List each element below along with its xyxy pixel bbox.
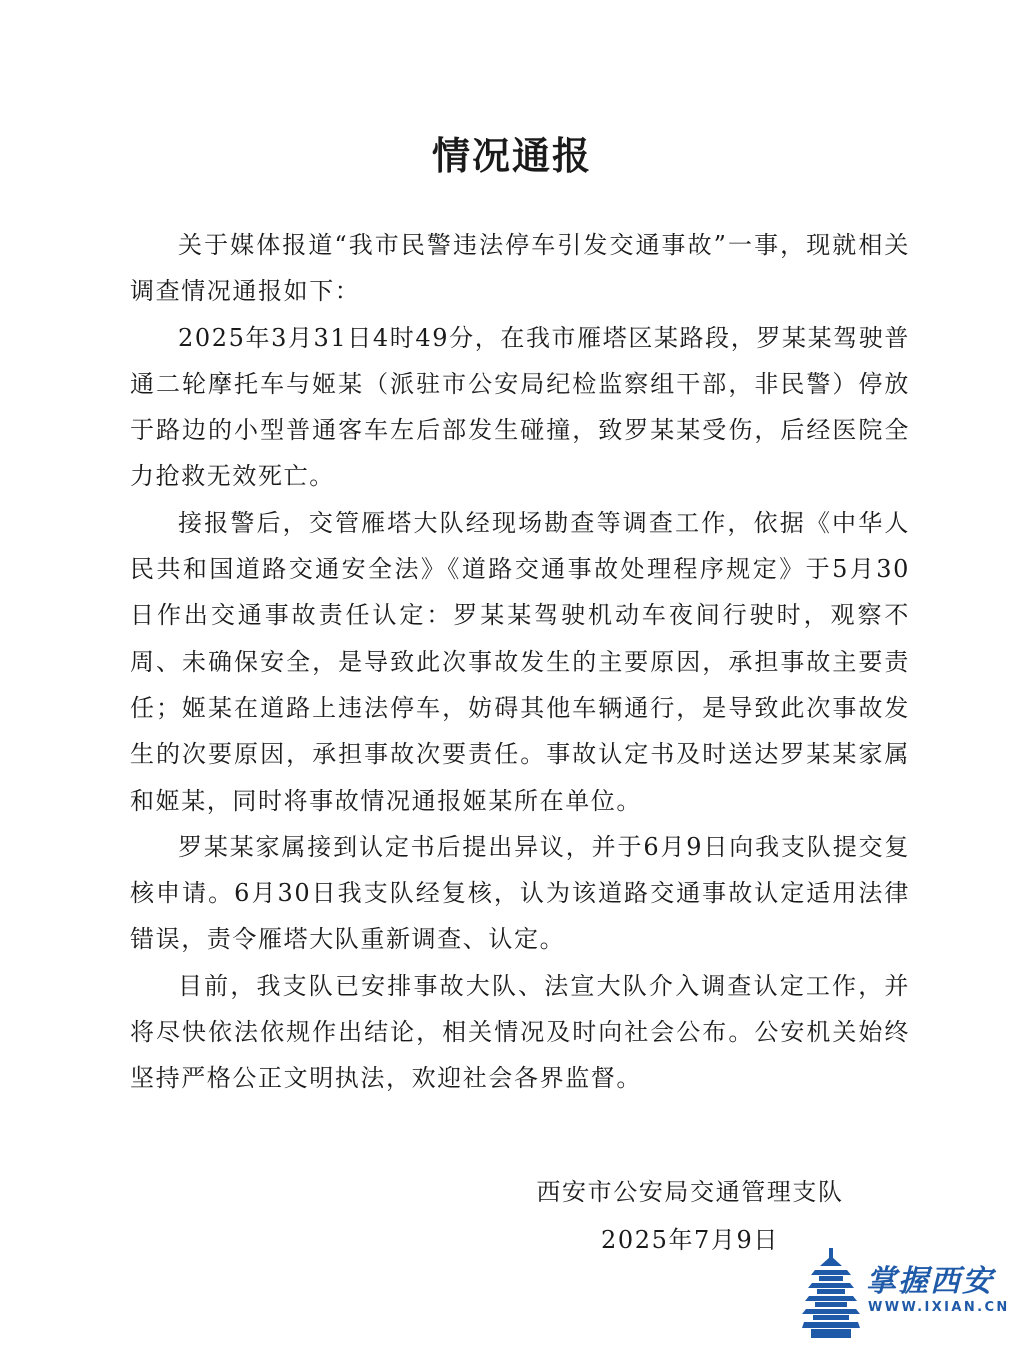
watermark-logo (802, 1248, 1010, 1340)
notice-paragraph: 接报警后，交管雁塔大队经现场勘查等调查工作，依据《中华人民共和国道路交通安全法》《道路交通事故处理程序规定》于5月30日作出交通事故责任认定：罗某某驾驶机动车夜间行驶时，观察不周、未确保安全，是导致此次事故发生的主要原因，承担事故主要责任；姬某在道路上违法停车，妨碍其他车辆通行，是导致此次事故发生的次要原因，承担事故次要责任。事故认定书及时送达罗某某家属和姬某，同时将事故情况通报姬某所在单位。 (130, 508, 910, 815)
issuer-name: 西安市公安局交通管理支队 (536, 1178, 844, 1206)
watermark-name: 掌握西安 (866, 1264, 994, 1299)
notice-paragraph: 目前，我支队已安排事故大队、法宣大队介入调查认定工作，并将尽快依法依规作出结论，相关情况及时向社会公布。公安机关始终坚持严格公正文明执法，欢迎社会各界监督。 (130, 971, 910, 1093)
watermark-url: WWW.IXIAN.CN (868, 1300, 1010, 1315)
pagoda-icon (802, 1248, 860, 1340)
notice-paragraph: 罗某某家属接到认定书后提出异议，并于6月9日向我支队提交复核申请。6月30日我支队经复核，认为该道路交通事故认定适用法律错误，责令雁塔大队重新调查、认定。 (130, 832, 910, 954)
notice-paragraph: 2025年3月31日4时49分，在我市雁塔区某路段，罗某某驾驶普通二轮摩托车与姬某（派驻市公安局纪检监察组干部，非民警）停放于路边的小型普通客车左后部发生碰撞，致罗某某受伤，后经医院全力抢救无效死亡。 (130, 323, 910, 491)
notice-paragraph: 关于媒体报道“我市民警违法停车引发交通事故”一事，现就相关调查情况通报如下： (130, 231, 910, 306)
issue-date: 2025年7月9日 (600, 1226, 780, 1254)
notice-title: 情况通报 (431, 134, 592, 178)
notice-body (130, 222, 910, 1102)
